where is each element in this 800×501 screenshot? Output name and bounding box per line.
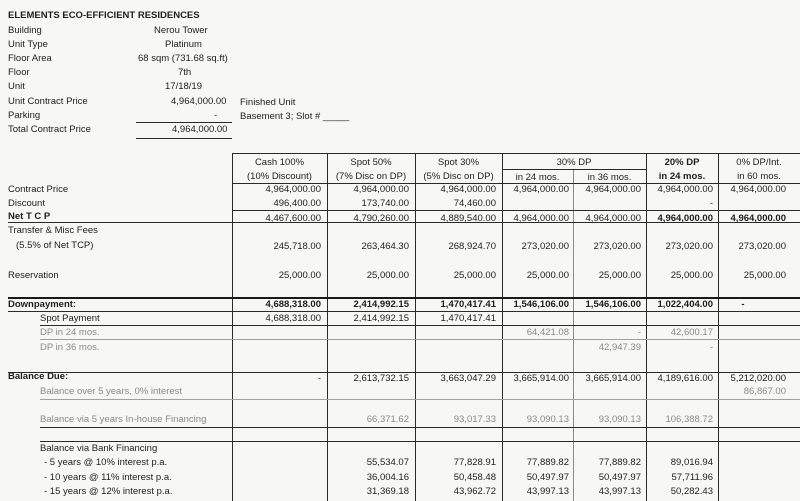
cell-discount-col3: 74,460.00 — [453, 198, 496, 209]
cell-inhouse-col5: 93,090.13 — [598, 414, 641, 425]
cell-bank15-col3: 43,962.72 — [453, 486, 496, 497]
row-label-dp-24: DP in 24 mos. — [40, 327, 100, 338]
cell-dp36-col5: 42,947.39 — [598, 342, 641, 353]
cell-transfer-col6: 273,020.00 — [665, 241, 713, 252]
cell-transfer-col1: 245,718.00 — [273, 241, 321, 252]
cell-net-tcp-col6: 4,964,000.00 — [657, 213, 713, 224]
row-label-bank-financing: Balance via Bank Financing — [40, 443, 158, 454]
parking-underline — [136, 122, 232, 123]
cell-net-tcp-col4: 4,964,000.00 — [513, 213, 569, 224]
row-label-dp-36: DP in 36 mos. — [40, 342, 100, 353]
building-value: Nerou Tower — [154, 25, 208, 36]
col-header-spot30-sub: (5% Disc on DP) — [423, 171, 494, 182]
row-divider — [40, 427, 800, 428]
cell-bank5-col5: 77,889.82 — [598, 457, 641, 468]
col-group-header-30dp: 30% DP — [556, 157, 592, 168]
row-label-bank-5y: - 5 years @ 10% interest p.a. — [44, 457, 168, 468]
col-header-cash-sub: (10% Discount) — [247, 171, 312, 182]
col-header-30dp-36: in 36 mos. — [587, 172, 632, 183]
cell-net-tcp-col7: 4,964,000.00 — [730, 213, 786, 224]
cell-balance-due-col7: 5,212,020.00 — [730, 373, 786, 384]
col-header-0dp: 0% DP/Int. — [736, 157, 782, 168]
cell-balance-due-col6: 4,189,616.00 — [657, 373, 713, 384]
col-header-20dp-sub: in 24 mos. — [658, 171, 706, 182]
cell-inhouse-col3: 93,017.33 — [453, 414, 496, 425]
floor-area-value: 68 sqm (731.68 sq.ft) — [138, 53, 228, 64]
cell-reservation-col3: 25,000.00 — [453, 270, 496, 281]
col-divider — [232, 153, 233, 501]
cell-net-tcp-col1: 4,467,600.00 — [265, 213, 321, 224]
cell-downpayment-col2: 2,414,992.15 — [353, 299, 409, 310]
cell-contract-price-col5: 4,964,000.00 — [585, 184, 641, 195]
row-label-net-tcp: Net T C P — [8, 211, 51, 222]
unit-label: Unit — [8, 81, 25, 92]
cell-bank5-col2: 55,534.07 — [366, 457, 409, 468]
unit-value: 17/18/19 — [165, 81, 202, 92]
cell-balance-due-col3: 3,663,047.29 — [440, 373, 496, 384]
row-divider-faint — [40, 399, 800, 400]
cell-inhouse-col4: 93,090.13 — [526, 414, 569, 425]
cell-contract-price-col3: 4,964,000.00 — [440, 184, 496, 195]
floor-label: Floor — [8, 67, 30, 78]
cell-reservation-col4: 25,000.00 — [526, 270, 569, 281]
row-label-balance-due: Balance Due: — [8, 371, 69, 382]
cell-inhouse-col2: 66,371.62 — [366, 414, 409, 425]
cell-transfer-col2: 263,464.30 — [361, 241, 409, 252]
cell-balance-5y-col7: 86,867.00 — [743, 386, 786, 397]
cell-reservation-col6: 25,000.00 — [670, 270, 713, 281]
cell-bank5-col4: 77,889.82 — [526, 457, 569, 468]
row-divider — [40, 325, 800, 326]
cell-contract-price-col1: 4,964,000.00 — [265, 184, 321, 195]
cell-spot-payment-col2: 2,414,992.15 — [353, 313, 409, 324]
cell-balance-due-col5: 3,665,914.00 — [585, 373, 641, 384]
cell-downpayment-col7: - — [741, 299, 745, 310]
row-label-bank-15y: - 15 years @ 12% interest p.a. — [44, 486, 173, 497]
row-divider — [8, 311, 800, 312]
col-header-20dp: 20% DP — [664, 157, 700, 168]
cell-transfer-col4: 273,020.00 — [521, 241, 569, 252]
cell-downpayment-col1: 4,688,318.00 — [265, 299, 321, 310]
finished-unit-note: Finished Unit — [240, 97, 296, 108]
unit-type-label: Unit Type — [8, 39, 48, 50]
row-label-spot-payment: Spot Payment — [40, 313, 100, 324]
cell-bank5-col3: 77,828.91 — [453, 457, 496, 468]
row-label-transfer-fees-sub: (5.5% of Net TCP) — [16, 240, 94, 251]
cell-discount-col2: 173,740.00 — [361, 198, 409, 209]
building-label: Building — [8, 25, 42, 36]
cell-bank15-col2: 31,369.18 — [366, 486, 409, 497]
cell-dp36-col6: - — [709, 342, 713, 353]
row-label-inhouse-financing: Balance via 5 years In-house Financing — [40, 414, 207, 425]
cell-transfer-col3: 268,924.70 — [448, 241, 496, 252]
row-label-reservation: Reservation — [8, 270, 59, 281]
cell-bank10-col6: 57,711.96 — [671, 472, 713, 483]
parking-label: Parking — [8, 110, 41, 121]
document-title: ELEMENTS ECO-EFFICIENT RESIDENCES — [8, 10, 200, 21]
cell-spot-payment-col3: 1,470,417.41 — [440, 313, 496, 324]
row-label-bank-10y: - 10 years @ 11% interest p.a. — [44, 472, 172, 483]
cell-bank10-col5: 50,497.97 — [598, 472, 641, 483]
cell-contract-price-col4: 4,964,000.00 — [513, 184, 569, 195]
cell-inhouse-col6: 106,388.72 — [665, 414, 713, 425]
cell-balance-due-col1: - — [317, 373, 321, 384]
cell-reservation-col7: 25,000.00 — [743, 270, 786, 281]
group-header-divider — [502, 169, 646, 170]
row-label-discount: Discount — [8, 198, 45, 209]
cell-spot-payment-col1: 4,688,318.00 — [265, 313, 321, 324]
col-header-spot50: Spot 50% — [350, 157, 392, 168]
row-divider — [232, 210, 800, 211]
cell-bank15-col6: 50,282.43 — [670, 486, 713, 497]
cell-contract-price-col7: 4,964,000.00 — [730, 184, 786, 195]
cell-reservation-col1: 25,000.00 — [278, 270, 321, 281]
col-divider — [718, 153, 719, 501]
cell-net-tcp-col2: 4,790,260.00 — [353, 213, 409, 224]
cell-contract-price-col2: 4,964,000.00 — [353, 184, 409, 195]
total-contract-price-value: 4,964,000.00 — [172, 124, 228, 135]
cell-transfer-col5: 273,020.00 — [593, 241, 641, 252]
cell-dp24-col6: 42,600.17 — [670, 327, 713, 338]
cell-balance-due-col2: 2,613,732.15 — [353, 373, 409, 384]
cell-transfer-col7: 273,020.00 — [738, 241, 786, 252]
total-underline — [136, 138, 232, 139]
cell-net-tcp-col5: 4,964,000.00 — [585, 213, 641, 224]
cell-discount-col1: 496,400.00 — [273, 198, 321, 209]
cell-bank10-col3: 50,458.48 — [453, 472, 496, 483]
cell-bank5-col6: 89,016.94 — [670, 457, 713, 468]
contract-price-label: Unit Contract Price — [8, 96, 88, 107]
cell-bank15-col4: 43,997.13 — [526, 486, 569, 497]
cell-reservation-col2: 25,000.00 — [366, 270, 409, 281]
cell-reservation-col5: 25,000.00 — [598, 270, 641, 281]
total-contract-price-label: Total Contract Price — [8, 124, 91, 135]
row-label-transfer-fees: Transfer & Misc Fees — [8, 225, 98, 236]
floor-area-label: Floor Area — [8, 53, 52, 64]
cell-dp24-col4: 64,421.08 — [526, 327, 569, 338]
cell-dp24-col5: - — [637, 327, 641, 338]
cell-bank10-col2: 36,004.16 — [366, 472, 409, 483]
row-divider — [40, 441, 800, 442]
cell-downpayment-col4: 1,546,106.00 — [513, 299, 569, 310]
cell-bank10-col4: 50,497.97 — [526, 472, 569, 483]
cell-bank15-col5: 43,997.13 — [598, 486, 641, 497]
cell-downpayment-col5: 1,546,106.00 — [585, 299, 641, 310]
cell-downpayment-col6: 1,022,404.00 — [657, 299, 713, 310]
col-header-0dp-sub: in 60 mos. — [737, 171, 781, 182]
col-header-30dp-24: in 24 mos. — [515, 172, 560, 183]
parking-note: Basement 3; Slot # _____ — [240, 111, 350, 122]
cell-balance-due-col4: 3,665,914.00 — [513, 373, 569, 384]
cell-net-tcp-col3: 4,889,540.00 — [440, 213, 496, 224]
cell-contract-price-col6: 4,964,000.00 — [657, 184, 713, 195]
col-header-cash: Cash 100% — [254, 157, 305, 168]
col-header-spot50-sub: (7% Disc on DP) — [335, 171, 407, 182]
cell-discount-col6: - — [709, 198, 713, 209]
table-top-border — [232, 153, 800, 154]
contract-price-value: 4,964,000.00 — [171, 96, 227, 107]
row-label-downpayment: Downpayment: — [8, 299, 77, 310]
row-divider-faint — [40, 339, 800, 340]
row-label-balance-5y: Balance over 5 years, 0% interest — [40, 386, 183, 397]
unit-type-value: Platinum — [165, 39, 202, 50]
parking-value: - — [214, 110, 218, 121]
row-label-contract-price: Contract Price — [8, 184, 69, 195]
col-header-spot30: Spot 30% — [437, 157, 480, 168]
floor-value: 7th — [178, 67, 192, 78]
cell-downpayment-col3: 1,470,417.41 — [440, 299, 496, 310]
